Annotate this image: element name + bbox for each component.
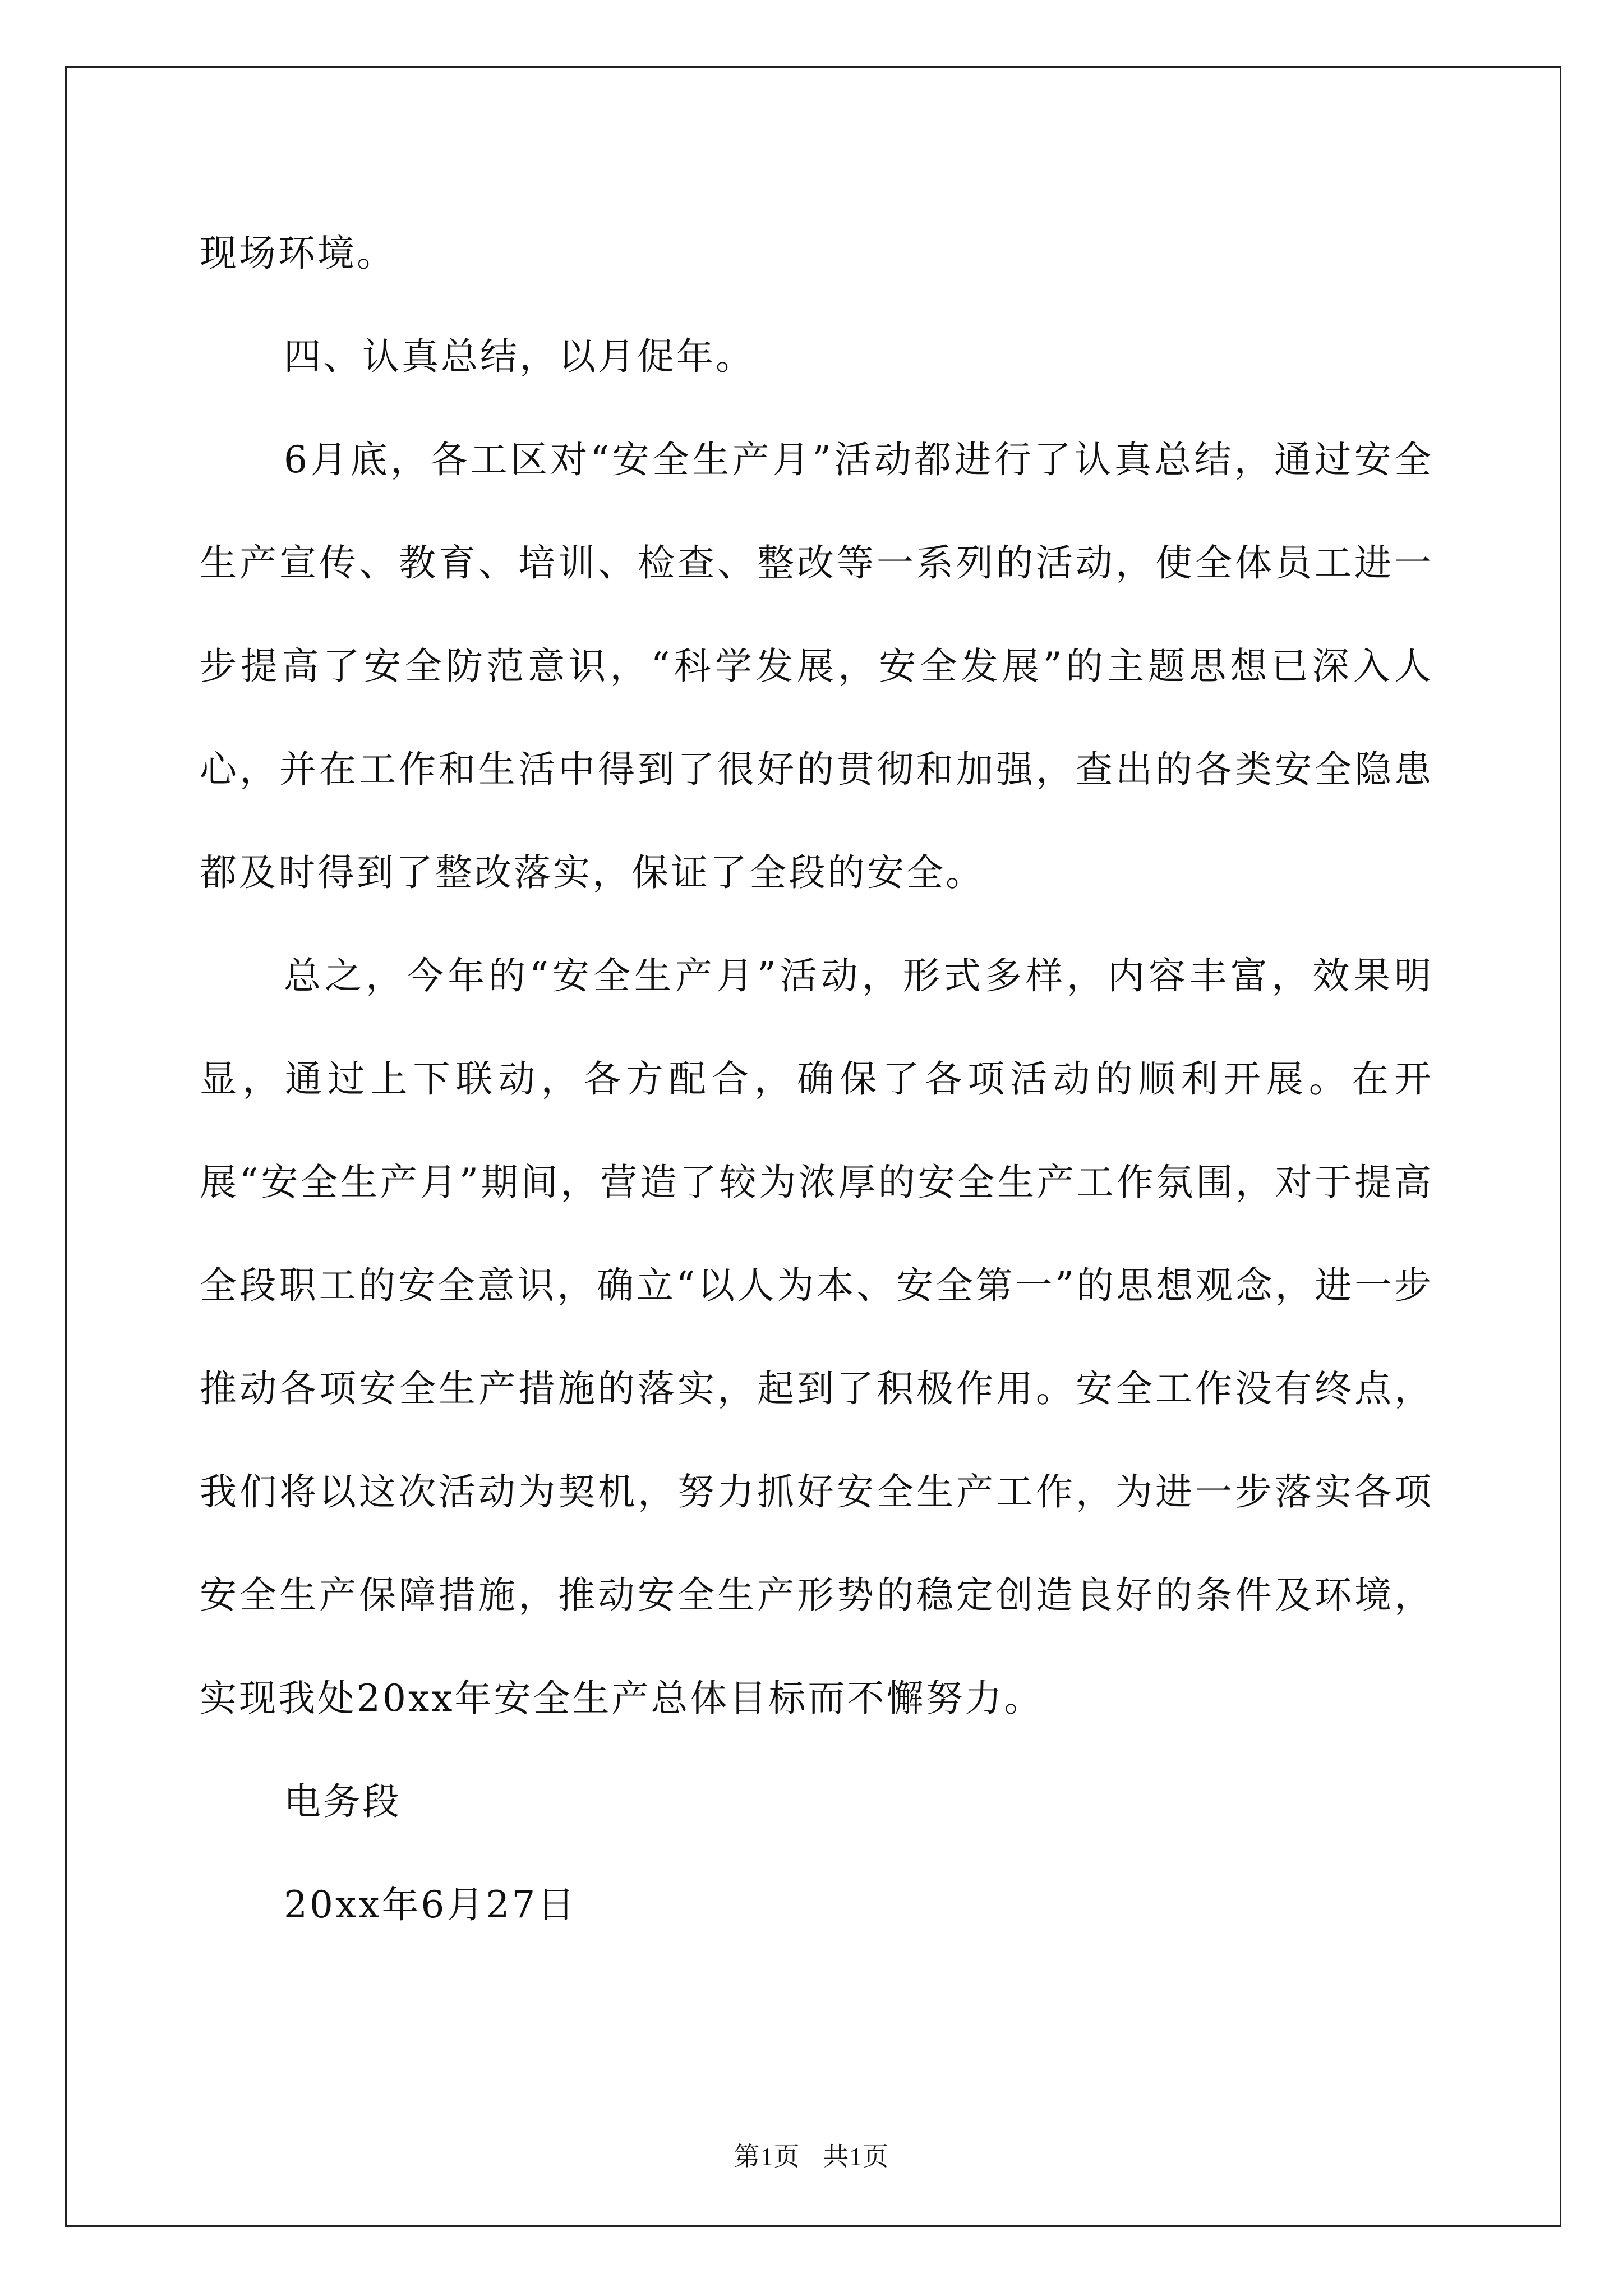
signature-organization: 电务段 [284,1780,402,1823]
paragraph-1: 现场环境。 [200,232,396,275]
document-body [200,202,1433,1957]
page-number-current: 第1页 [734,2142,800,2171]
signature-date: 20xx年6月27日 [284,1883,577,1926]
page-footer [0,2136,1623,2173]
page-number-total: 共1页 [823,2142,889,2171]
paragraph-conclusion: 总之，今年的“安全生产月”活动，形式多样，内容丰富，效果明显，通过上下联动，各方配合，确保了各项活动的顺利开展。在开展“安全生产月”期间，营造了较为浓厚的安全生产工作氛围，对于提高全段职工的安全意识，确立“以人为本、安全第一”的思想观念，进一步推动各项安全生产措施的落实，起到了积极作用。安全工作没有终点，我们将以这次活动为契机，努力抓好安全生产工作，为进一步落实各项安全生产保障措施，推动安全生产形势的稳定创造良好的条件及环境，实现我处20xx年安全生产总体目标而不懈努力。 [200,954,1433,1720]
paragraph-summary: 6月底，各工区对“安全生产月”活动都进行了认真总结，通过安全生产宣传、教育、培训、检查、整改等一系列的活动，使全体员工进一步提高了安全防范意识，“科学发展，安全发展”的主题思想已深入人心，并在工作和生活中得到了很好的贯彻和加强，查出的各类安全隐患都及时得到了整改落实，保证了全段的安全。 [200,438,1433,894]
section-heading-4: 四、认真总结，以月促年。 [284,335,755,378]
